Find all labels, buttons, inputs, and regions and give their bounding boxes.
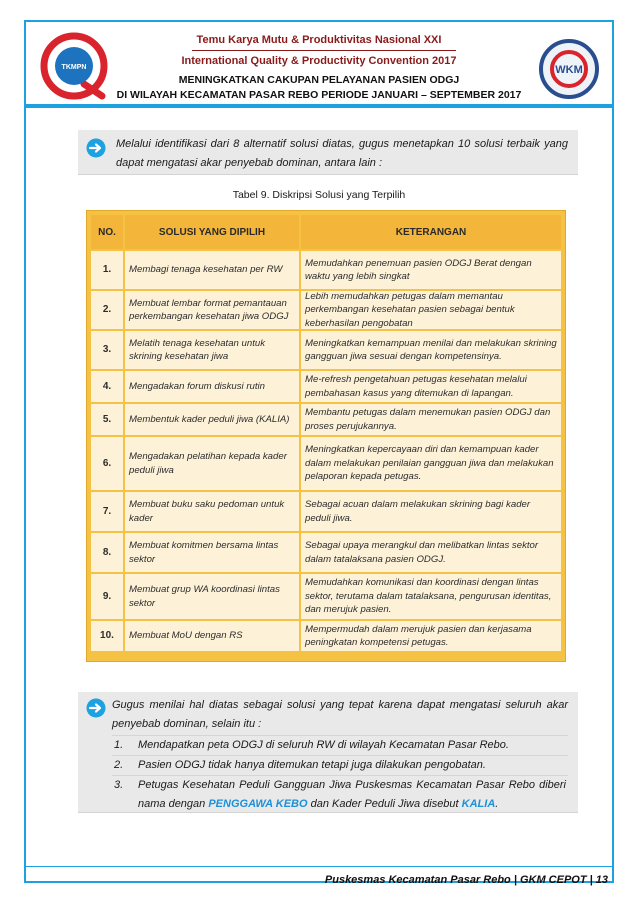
table-cell-keterangan: Lebih memudahkan petugas dalam memantau perkembangan kesehatan pasien sebagai bentuk keberhasilan pengobatan xyxy=(301,291,561,329)
intro-text: Melalui identifikasi dari 8 alternatif solusi diatas, gugus menetapkan 10 solusi terbaik yang dapat mengatasi akar penyebab dominan, antara lain : xyxy=(116,138,568,169)
list-item xyxy=(112,775,568,814)
table-header-keterangan: KETERANGAN xyxy=(301,215,561,249)
event-subtitle: International Quality & Productivity Convention 2017 xyxy=(181,55,457,67)
document-header xyxy=(24,28,614,108)
table-cell-no: 1. xyxy=(91,251,123,289)
solution-table-grid xyxy=(91,215,561,657)
table-cell-keterangan: Membantu petugas dalam menemukan pasien ODGJ dan proses perujukannya. xyxy=(301,404,561,435)
list-item-text: Mendapatkan peta ODGJ di seluruh RW di wilayah Kecamatan Pasar Rebo. xyxy=(138,739,509,751)
solution-table xyxy=(86,210,566,662)
table-cell-no: 4. xyxy=(91,371,123,402)
table-cell-solusi: Melatih tenaga kesehatan untuk skrining kesehatan jiwa xyxy=(125,331,299,369)
list-item-text: Pasien ODGJ tidak hanya ditemukan tetapi juga dilakukan pengobatan. xyxy=(138,759,486,771)
table-cell-no: 9. xyxy=(91,574,123,619)
table-caption: Tabel 9. Diskripsi Solusi yang Terpilih xyxy=(232,189,406,201)
item3-text-a: Petugas Kesehatan Peduli Gangguan Jiwa Puskesmas Kecamatan Pasar Rebo diberi nama dengan xyxy=(138,779,566,810)
table-cell-no: 8. xyxy=(91,533,123,572)
wkm-logo-text: WKM xyxy=(555,64,583,76)
header-divider xyxy=(192,50,456,51)
table-cell-keterangan: Memudahkan komunikasi dan koordinasi dengan lintas sektor, terutama dalam tatalaksana, pengurusan identitas, dan merujuk pasien. xyxy=(301,574,561,619)
list-item-text xyxy=(138,776,566,814)
table-cell-keterangan: Meningkatkan kemampuan menilai dan melakukan skrining gangguan jiwa sesuai dengan kompetensinya. xyxy=(301,331,561,369)
table-cell-keterangan: Meningkatkan kepercayaan diri dan kemampuan kader dalam melakukan penilaian gangguan jiwa dan melakukan pelaporan kepada petugas. xyxy=(301,437,561,490)
tkmpn-logo-text: TKMPN xyxy=(61,64,87,71)
table-cell-solusi: Mengadakan forum diskusi rutin xyxy=(125,371,299,402)
table-cell-no: 3. xyxy=(91,331,123,369)
table-cell-solusi: Membuat komitmen bersama lintas sektor xyxy=(125,533,299,572)
table-cell-solusi: Membuat lembar format pemantauan perkembangan kesehatan jiwa ODGJ xyxy=(125,291,299,329)
kalia-highlight: KALIA xyxy=(461,798,496,810)
conclusion-intro: Gugus menilai hal diatas sebagai solusi yang tepat karena dapat mengatasi seluruh akar penyebab dominan, selain itu : xyxy=(112,699,568,730)
list-item-number: 3. xyxy=(114,779,124,791)
table-header-no: NO. xyxy=(91,215,123,249)
intro-note xyxy=(78,130,578,175)
list-item xyxy=(112,755,568,775)
table-cell-solusi: Membentuk kader peduli jiwa (KALIA) xyxy=(125,404,299,435)
project-title: MENINGKATKAN CAKUPAN PELAYANAN PASIEN ODGJ xyxy=(178,74,460,86)
table-cell-solusi: Membuat MoU dengan RS xyxy=(125,621,299,651)
table-cell-solusi: Membagi tenaga kesehatan per RW xyxy=(125,251,299,289)
arrow-bullet-icon xyxy=(86,698,106,718)
arrow-bullet-icon xyxy=(86,138,106,158)
footer-divider xyxy=(24,866,614,867)
header-bar xyxy=(24,104,614,108)
table-cell-keterangan: Memudahkan penemuan pasien ODGJ Berat dengan waktu yang lebih singkat xyxy=(301,251,561,289)
project-subtitle: DI WILAYAH KECAMATAN PASAR REBO PERIODE JANUARI – SEPTEMBER 2017 xyxy=(116,89,522,101)
table-cell-solusi: Mengadakan pelatihan kepada kader peduli jiwa xyxy=(125,437,299,490)
list-item-number: 2. xyxy=(114,759,124,771)
table-cell-keterangan: Sebagai acuan dalam melakukan skrining bagi kader peduli jiwa. xyxy=(301,492,561,531)
conclusion-note xyxy=(78,692,578,813)
item3-text-c: . xyxy=(495,798,499,810)
event-title: Temu Karya Mutu & Produktivitas Nasional XXI xyxy=(196,34,442,46)
table-cell-no: 7. xyxy=(91,492,123,531)
table-cell-no: 10. xyxy=(91,621,123,651)
table-cell-no: 6. xyxy=(91,437,123,490)
table-cell-keterangan: Me-refresh pengetahuan petugas kesehatan melalui pembahasan kasus yang ditemukan di lapangan. xyxy=(301,371,561,402)
list-item-number: 1. xyxy=(114,739,124,751)
table-cell-solusi: Membuat grup WA koordinasi lintas sektor xyxy=(125,574,299,619)
table-cell-no: 5. xyxy=(91,404,123,435)
wkm-logo-icon xyxy=(538,38,600,100)
table-cell-solusi: Membuat buku saku pedoman untuk kader xyxy=(125,492,299,531)
table-cell-keterangan: Sebagai upaya merangkul dan melibatkan lintas sektor dalam tatalaksana pasien ODGJ. xyxy=(301,533,561,572)
table-header-solusi: SOLUSI YANG DIPILIH xyxy=(125,215,299,249)
list-item xyxy=(112,735,568,755)
item3-text-b: dan Kader Peduli Jiwa disebut xyxy=(307,798,462,810)
table-cell-keterangan: Mempermudah dalam merujuk pasien dan kerjasama peningkatan kompetensi petugas. xyxy=(301,621,561,651)
table-cell-no: 2. xyxy=(91,291,123,329)
conclusion-list xyxy=(112,735,568,814)
page-footer: Puskesmas Kecamatan Pasar Rebo | GKM CEPOT | 13 xyxy=(324,874,608,886)
penggawa-kebo-highlight: PENGGAWA KEBO xyxy=(208,798,308,810)
